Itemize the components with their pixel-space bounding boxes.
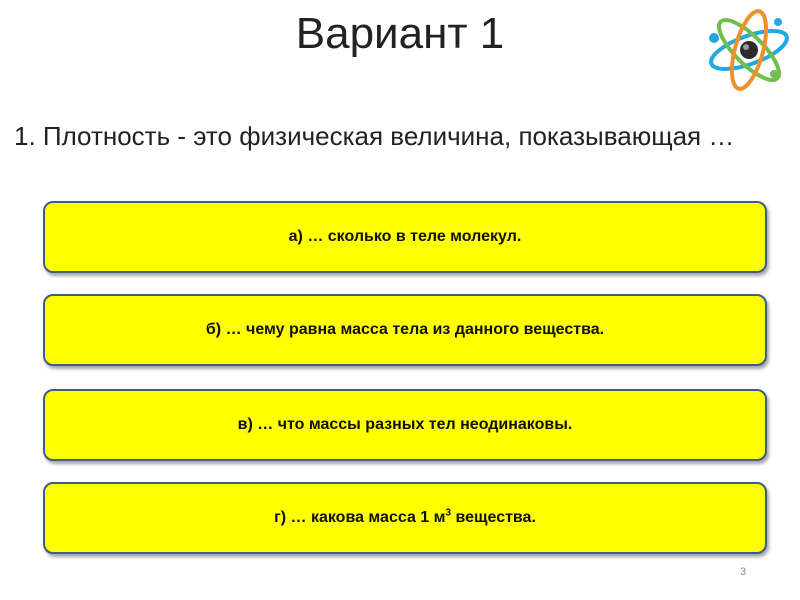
atom-icon	[700, 2, 798, 98]
answer-option-c[interactable]	[43, 389, 767, 461]
answer-option-c-label: в) … что массы разных тел неодинаковы.	[237, 416, 573, 433]
answer-option-b-label: б) … чему равна масса тела из данного вещества.	[205, 321, 605, 338]
answer-option-d-superscript: 3	[445, 507, 452, 519]
question-text: 1. Плотность - это физическая величина, показывающая …	[14, 121, 735, 151]
answer-option-a[interactable]	[43, 201, 767, 273]
answer-option-a-label: а) … сколько в теле молекул.	[288, 228, 522, 245]
answer-option-d-label	[274, 509, 536, 527]
answer-option-d-text-after: вещества.	[451, 509, 536, 526]
slide-title: Вариант 1	[295, 9, 505, 58]
page-number: 3	[740, 566, 747, 578]
answer-option-b[interactable]	[43, 294, 767, 366]
answer-option-d-text-before: г) … какова масса 1 м	[274, 509, 446, 526]
answer-option-d[interactable]	[43, 482, 767, 554]
